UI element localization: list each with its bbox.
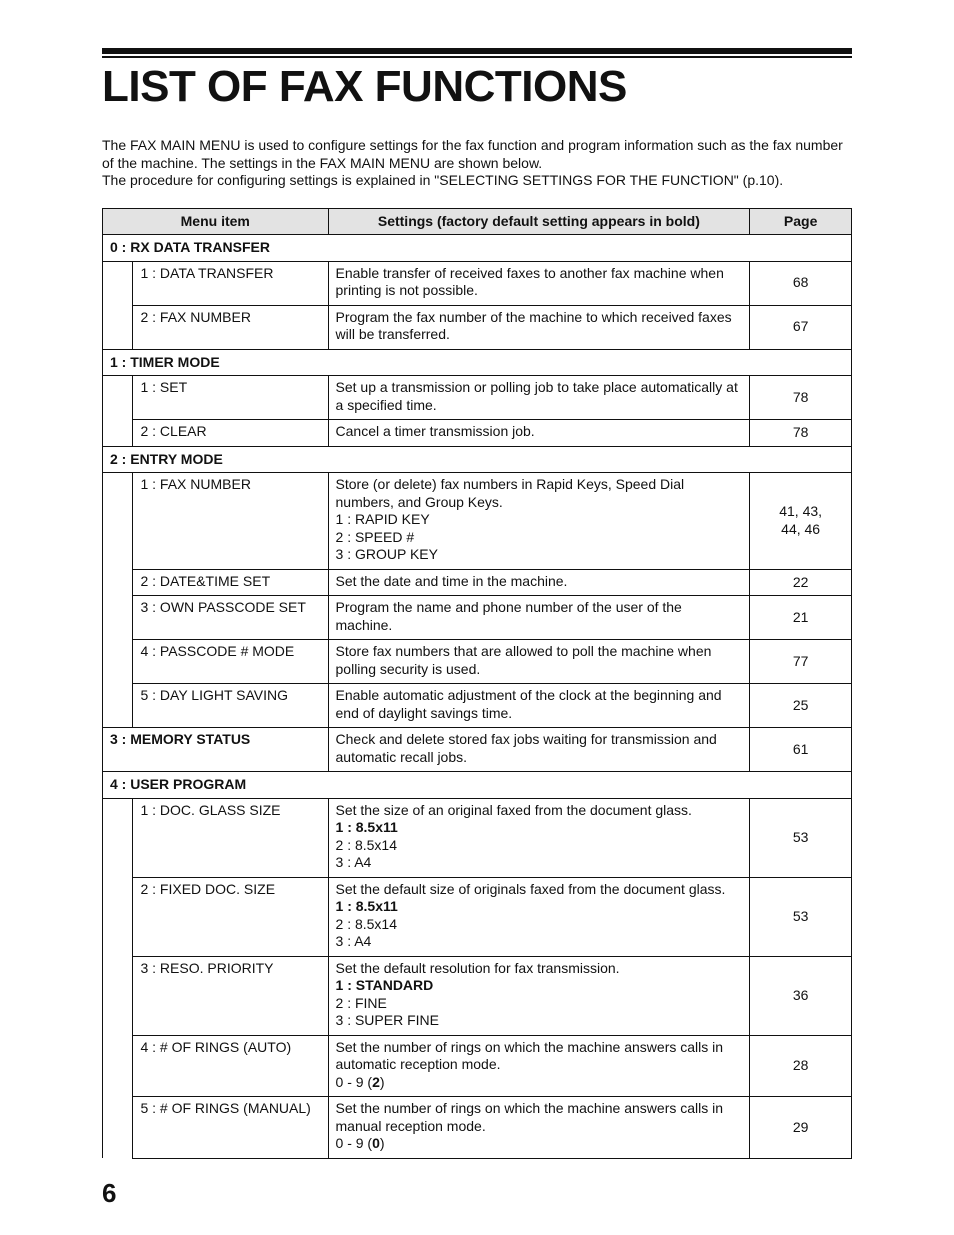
settings-range	[336, 1074, 743, 1092]
settings-cell	[328, 1035, 750, 1097]
table-row	[103, 261, 852, 305]
settings-cell: Store fax numbers that are allowed to poll the machine when polling security is used.	[328, 640, 750, 684]
settings-option: 2 : 8.5x14	[335, 915, 398, 932]
page-cell: 77	[750, 640, 852, 684]
page-cell: 67	[750, 305, 852, 349]
intro-paragraph-1: The FAX MAIN MENU is used to configure settings for the fax function and program information such as the fax number of the machine. The settings in the FAX MAIN MENU are shown below.	[102, 137, 843, 171]
table-row	[103, 1097, 852, 1159]
indent-cell	[103, 261, 133, 349]
menu-item-cell: 1 : DOC. GLASS SIZE	[133, 798, 328, 877]
page-cell: 22	[750, 569, 852, 596]
settings-option: 1 : RAPID KEY	[335, 511, 430, 527]
page-ref: 41, 43,	[779, 503, 823, 520]
settings-cell: Program the name and phone number of the user of the machine.	[328, 596, 750, 640]
table-row	[103, 798, 852, 877]
intro-text	[102, 137, 852, 190]
menu-item-cell: 2 : FIXED DOC. SIZE	[133, 877, 328, 956]
table-row	[103, 684, 852, 728]
range-default: 2	[372, 1073, 380, 1090]
settings-description: Store (or delete) fax numbers in Rapid Keys, Speed Dial numbers, and Group Keys.	[335, 476, 685, 510]
menu-item-cell: 2 : DATE&TIME SET	[133, 569, 328, 596]
page-cell: 78	[750, 420, 852, 447]
settings-cell	[328, 798, 750, 877]
settings-option: 2 : FINE	[335, 994, 387, 1011]
settings-option: 3 : A4	[335, 854, 372, 870]
settings-option: 2 : SPEED #	[335, 528, 415, 545]
menu-item-cell: 3 : OWN PASSCODE SET	[133, 596, 328, 640]
settings-description: Set the default size of originals faxed from the document glass.	[335, 880, 726, 897]
settings-description: Set the number of rings on which the machine answers calls in manual reception mode.	[335, 1100, 724, 1134]
indent-cell	[103, 473, 133, 728]
range-prefix: 0 - 9 (	[335, 1135, 373, 1151]
table-header-row	[103, 209, 852, 235]
title-rule-thick	[102, 48, 852, 54]
table-row	[103, 596, 852, 640]
settings-cell: Set the date and time in the machine.	[328, 569, 750, 596]
settings-cell: Cancel a timer transmission job.	[328, 420, 750, 447]
page-cell: 78	[750, 376, 852, 420]
settings-option: 3 : GROUP KEY	[335, 546, 438, 562]
page-cell: 21	[750, 596, 852, 640]
settings-description: Set the number of rings on which the machine answers calls in automatic reception mode.	[335, 1038, 724, 1072]
page-cell: 61	[750, 728, 852, 772]
menu-item-cell: 5 : # OF RINGS (MANUAL)	[133, 1097, 328, 1159]
section-title: 2 : ENTRY MODE	[103, 446, 852, 473]
menu-item-cell: 1 : SET	[133, 376, 328, 420]
page-cell: 28	[750, 1035, 852, 1097]
settings-cell: Enable automatic adjustment of the clock at the beginning and end of daylight savings time.	[328, 684, 750, 728]
settings-option-default: 1 : STANDARD	[335, 977, 434, 993]
menu-item-cell: 1 : FAX NUMBER	[133, 473, 328, 570]
section-row	[103, 446, 852, 473]
section-title: 3 : MEMORY STATUS	[103, 728, 329, 772]
page-cell: 29	[750, 1097, 852, 1159]
menu-item-cell: 2 : CLEAR	[133, 420, 328, 447]
menu-item-cell: 5 : DAY LIGHT SAVING	[133, 684, 328, 728]
page-cell: 36	[750, 956, 852, 1035]
indent-cell	[103, 376, 133, 447]
intro-paragraph-2: The procedure for configuring settings is explained in "SELECTING SETTINGS FOR THE FUNCTION" (p.10).	[102, 172, 784, 188]
section-row	[103, 349, 852, 376]
table-row	[103, 1035, 852, 1097]
settings-cell: Program the fax number of the machine to which received faxes will be transferred.	[328, 305, 750, 349]
title-rule-thin	[102, 56, 852, 58]
settings-cell: Enable transfer of received faxes to another fax machine when printing is not possible.	[328, 261, 750, 305]
menu-item-cell: 3 : RESO. PRIORITY	[133, 956, 328, 1035]
range-default: 0	[372, 1135, 380, 1151]
page-cell: 53	[750, 877, 852, 956]
header-settings: Settings (factory default setting appears in bold)	[328, 209, 750, 235]
page-cell	[750, 473, 852, 570]
table-row	[103, 473, 852, 570]
table-row	[103, 376, 852, 420]
settings-cell: Set up a transmission or polling job to take place automatically at a specified time.	[328, 376, 750, 420]
table-row	[103, 956, 852, 1035]
settings-cell	[328, 1097, 750, 1159]
settings-option: 2 : 8.5x14	[335, 836, 398, 853]
section-title: 1 : TIMER MODE	[103, 349, 852, 376]
range-suffix: )	[379, 1073, 385, 1090]
table-row	[103, 640, 852, 684]
header-menu-item: Menu item	[103, 209, 329, 235]
settings-description: Set the size of an original faxed from the document glass.	[335, 801, 692, 818]
table-row	[103, 420, 852, 447]
table-row	[103, 569, 852, 596]
menu-item-cell: 4 : PASSCODE # MODE	[133, 640, 328, 684]
section-row	[103, 772, 852, 799]
fax-functions-table	[102, 208, 852, 1159]
table-row	[103, 728, 852, 772]
settings-option-default: 1 : 8.5x11	[335, 819, 398, 835]
settings-cell	[328, 877, 750, 956]
page-cell: 53	[750, 798, 852, 877]
settings-option: 3 : SUPER FINE	[335, 1012, 439, 1028]
settings-cell	[328, 473, 750, 570]
page-cell: 25	[750, 684, 852, 728]
settings-range	[336, 1135, 743, 1153]
range-suffix: )	[379, 1135, 385, 1151]
page-number: 6	[102, 1178, 117, 1208]
section-title: 4 : USER PROGRAM	[103, 772, 852, 799]
header-page: Page	[750, 209, 852, 235]
table-row	[103, 877, 852, 956]
table-row	[103, 305, 852, 349]
range-prefix: 0 - 9 (	[335, 1073, 373, 1090]
settings-option-default: 1 : 8.5x11	[335, 898, 398, 914]
settings-description: Set the default resolution for fax transmission.	[335, 959, 620, 976]
section-row	[103, 235, 852, 262]
menu-item-cell: 2 : FAX NUMBER	[133, 305, 328, 349]
settings-cell	[328, 956, 750, 1035]
page-title: LIST OF FAX FUNCTIONS	[102, 62, 627, 111]
page-cell: 68	[750, 261, 852, 305]
settings-cell: Check and delete stored fax jobs waiting for transmission and automatic recall jobs.	[328, 728, 750, 772]
indent-cell	[103, 798, 133, 1158]
page-ref: 44, 46	[781, 520, 821, 537]
menu-item-cell: 1 : DATA TRANSFER	[133, 261, 328, 305]
menu-item-cell: 4 : # OF RINGS (AUTO)	[133, 1035, 328, 1097]
settings-option: 3 : A4	[335, 933, 372, 949]
section-title: 0 : RX DATA TRANSFER	[103, 235, 852, 262]
